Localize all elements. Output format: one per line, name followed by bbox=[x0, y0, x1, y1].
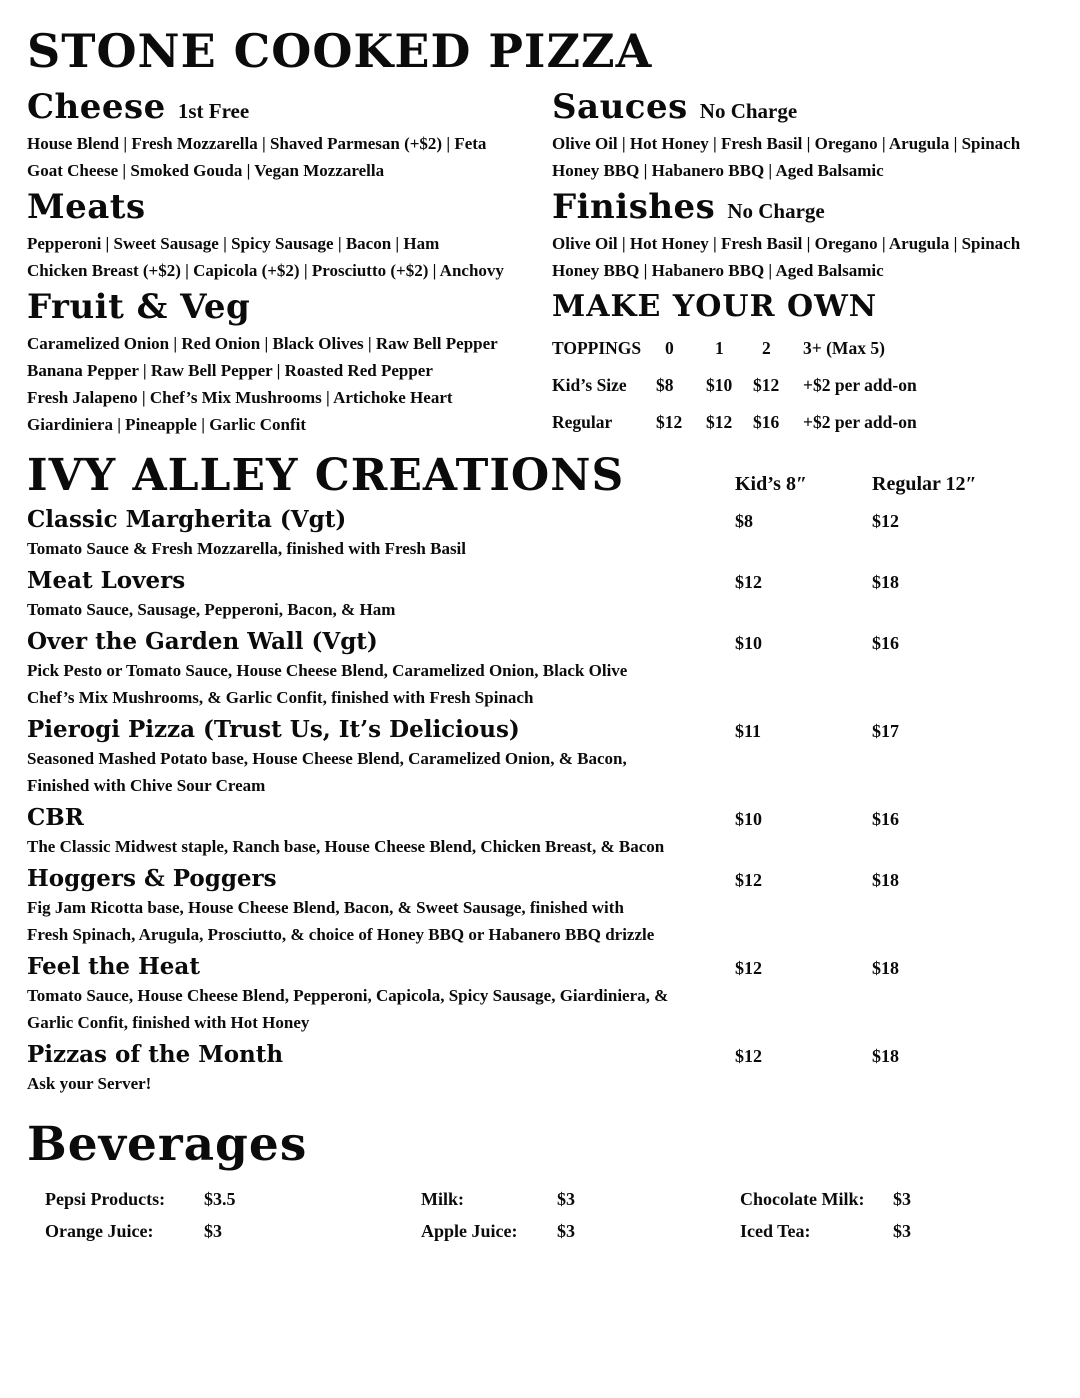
beverage-label: Pepsi Products: bbox=[45, 1189, 166, 1209]
section-heading: Fruit & Veg bbox=[27, 287, 251, 327]
creations-section bbox=[27, 451, 1060, 1097]
menu-item bbox=[27, 864, 1060, 948]
column-header-3plus: 3+ (Max 5) bbox=[803, 338, 885, 358]
item-description: Chef’s Mix Mushrooms, & Garlic Confit, finished with Fresh Spinach bbox=[27, 688, 534, 707]
menu-item bbox=[27, 505, 1060, 562]
item-description: Fresh Spinach, Arugula, Prosciutto, & choice of Honey BBQ or Habanero BBQ drizzle bbox=[27, 925, 655, 944]
price-kid: $10 bbox=[735, 633, 762, 653]
price-cell: $12 bbox=[656, 412, 683, 432]
beverage-price: $3.5 bbox=[204, 1189, 236, 1209]
item-description: Fig Jam Ricotta base, House Cheese Blend, Bacon, & Sweet Sausage, finished with bbox=[27, 898, 624, 917]
size-column-regular: Regular 12″ bbox=[872, 473, 977, 495]
row-label: Kid’s Size bbox=[552, 375, 627, 395]
menu-item bbox=[27, 803, 1060, 860]
section-heading: Meats bbox=[27, 187, 146, 227]
price-regular: $18 bbox=[872, 870, 899, 890]
price-kid: $12 bbox=[735, 1046, 762, 1066]
item-description: Ask your Server! bbox=[27, 1074, 152, 1093]
toppings-right-column bbox=[552, 84, 1060, 441]
item-name: Pierogi Pizza (Trust Us, It’s Delicious) bbox=[27, 716, 520, 743]
item-name-row bbox=[27, 627, 1060, 657]
make-your-own-row-kids bbox=[552, 367, 1060, 404]
price-regular: $18 bbox=[872, 958, 899, 978]
price-regular: $12 bbox=[872, 511, 899, 531]
beverage-price: $3 bbox=[893, 1221, 911, 1241]
section-meats bbox=[27, 184, 552, 284]
addon-cell: +$2 per add-on bbox=[803, 375, 917, 395]
item-name-row bbox=[27, 715, 1060, 745]
price-kid: $12 bbox=[735, 870, 762, 890]
beverage-price: $3 bbox=[204, 1221, 222, 1241]
section-line: Banana Pepper | Raw Bell Pepper | Roasted Red Pepper bbox=[27, 361, 433, 380]
item-name-row bbox=[27, 505, 1060, 535]
item-name: Pizzas of the Month bbox=[27, 1041, 284, 1068]
price-regular: $18 bbox=[872, 572, 899, 592]
item-description: Seasoned Mashed Potato base, House Cheese Blend, Caramelized Onion, & Bacon, bbox=[27, 749, 627, 768]
make-your-own-heading: MAKE YOUR OWN bbox=[552, 289, 878, 324]
beverage-label: Iced Tea: bbox=[740, 1221, 811, 1241]
item-name: CBR bbox=[27, 804, 84, 831]
section-line: Honey BBQ | Habanero BBQ | Aged Balsamic bbox=[552, 261, 884, 280]
section-line: Giardiniera | Pineapple | Garlic Confit bbox=[27, 415, 306, 434]
item-name: Over the Garden Wall (Vgt) bbox=[27, 628, 378, 655]
item-name: Classic Margherita (Vgt) bbox=[27, 506, 347, 533]
beverage-price: $3 bbox=[557, 1189, 575, 1209]
item-description: Tomato Sauce, House Cheese Blend, Pepperoni, Capicola, Spicy Sausage, Giardiniera, & bbox=[27, 986, 669, 1005]
price-regular: $18 bbox=[872, 1046, 899, 1066]
section-fruit-veg bbox=[27, 284, 552, 438]
price-cell: $12 bbox=[753, 375, 780, 395]
section-sauces bbox=[552, 84, 1060, 184]
price-cell: $16 bbox=[753, 412, 780, 432]
section-cheese bbox=[27, 84, 552, 184]
page-title: STONE COOKED PIZZA bbox=[27, 24, 653, 78]
price-regular: $17 bbox=[872, 721, 899, 741]
price-regular: $16 bbox=[872, 633, 899, 653]
beverages-heading: Beverages bbox=[27, 1117, 308, 1172]
section-line: Goat Cheese | Smoked Gouda | Vegan Mozzarella bbox=[27, 161, 385, 180]
section-line: Olive Oil | Hot Honey | Fresh Basil | Oregano | Arugula | Spinach bbox=[552, 234, 1021, 253]
menu-item bbox=[27, 952, 1060, 1036]
price-cell: $8 bbox=[656, 375, 674, 395]
column-header-toppings: TOPPINGS bbox=[552, 338, 642, 358]
section-line: House Blend | Fresh Mozzarella | Shaved Parmesan (+$2) | Feta bbox=[27, 134, 487, 153]
toppings-left-column bbox=[27, 84, 552, 441]
row-label: Regular bbox=[552, 412, 613, 432]
price-regular: $16 bbox=[872, 809, 899, 829]
beverages-section bbox=[27, 1119, 1060, 1247]
price-kid: $10 bbox=[735, 809, 762, 829]
price-cell: $10 bbox=[706, 375, 733, 395]
beverage-price: $3 bbox=[893, 1189, 911, 1209]
creations-header-row bbox=[27, 451, 1060, 501]
make-your-own-header-row bbox=[552, 330, 1060, 367]
section-line: Caramelized Onion | Red Onion | Black Olives | Raw Bell Pepper bbox=[27, 334, 498, 353]
item-description: Finished with Chive Sour Cream bbox=[27, 776, 266, 795]
column-header-1: 1 bbox=[715, 338, 724, 358]
item-name-row bbox=[27, 864, 1060, 894]
menu-item bbox=[27, 1040, 1060, 1097]
price-kid: $12 bbox=[735, 572, 762, 592]
creations-heading: IVY ALLEY CREATIONS bbox=[27, 450, 625, 501]
section-line: Honey BBQ | Habanero BBQ | Aged Balsamic bbox=[552, 161, 884, 180]
section-heading: Cheese bbox=[27, 87, 166, 127]
price-kid: $11 bbox=[735, 721, 762, 741]
item-name: Hoggers & Poggers bbox=[27, 865, 277, 892]
beverages-grid bbox=[27, 1183, 1060, 1247]
addon-cell: +$2 per add-on bbox=[803, 412, 917, 432]
beverage-label: Apple Juice: bbox=[421, 1221, 518, 1241]
item-description: The Classic Midwest staple, Ranch base, House Cheese Blend, Chicken Breast, & Bacon bbox=[27, 837, 665, 856]
toppings-area bbox=[27, 84, 1060, 441]
price-kid: $12 bbox=[735, 958, 762, 978]
section-heading-row bbox=[27, 284, 552, 330]
section-heading: Finishes bbox=[552, 187, 716, 227]
column-header-2: 2 bbox=[762, 338, 771, 358]
section-heading-row bbox=[27, 184, 552, 230]
item-description: Tomato Sauce & Fresh Mozzarella, finished with Fresh Basil bbox=[27, 539, 467, 558]
size-column-kid: Kid’s 8″ bbox=[735, 473, 807, 495]
make-your-own-row-regular bbox=[552, 404, 1060, 441]
item-name-row bbox=[27, 566, 1060, 596]
section-heading-row bbox=[552, 184, 1060, 230]
item-name: Feel the Heat bbox=[27, 953, 200, 980]
section-line: Fresh Jalapeno | Chef’s Mix Mushrooms | Artichoke Heart bbox=[27, 388, 453, 407]
section-make-your-own bbox=[552, 284, 1060, 441]
item-description: Tomato Sauce, Sausage, Pepperoni, Bacon, & Ham bbox=[27, 600, 396, 619]
section-heading-row bbox=[552, 84, 1060, 130]
beverage-label: Orange Juice: bbox=[45, 1221, 154, 1241]
price-kid: $8 bbox=[735, 511, 753, 531]
menu-item bbox=[27, 566, 1060, 623]
menu-item bbox=[27, 627, 1060, 711]
item-name-row bbox=[27, 952, 1060, 982]
section-finishes bbox=[552, 184, 1060, 284]
item-name-row bbox=[27, 803, 1060, 833]
section-heading-row bbox=[27, 84, 552, 130]
item-description: Garlic Confit, finished with Hot Honey bbox=[27, 1013, 310, 1032]
section-heading: Sauces bbox=[552, 87, 688, 127]
section-note: No Charge bbox=[699, 99, 798, 123]
section-line: Chicken Breast (+$2) | Capicola (+$2) | Prosciutto (+$2) | Anchovy bbox=[27, 261, 504, 280]
menu-item bbox=[27, 715, 1060, 799]
beverage-price: $3 bbox=[557, 1221, 575, 1241]
item-name: Meat Lovers bbox=[27, 567, 186, 594]
item-description: Pick Pesto or Tomato Sauce, House Cheese Blend, Caramelized Onion, Black Olive bbox=[27, 661, 628, 680]
section-line: Pepperoni | Sweet Sausage | Spicy Sausage | Bacon | Ham bbox=[27, 234, 440, 253]
section-note: 1st Free bbox=[177, 99, 250, 123]
section-note: No Charge bbox=[727, 199, 825, 223]
section-line: Olive Oil | Hot Honey | Fresh Basil | Oregano | Arugula | Spinach bbox=[552, 134, 1021, 153]
beverage-label: Milk: bbox=[421, 1189, 464, 1209]
price-cell: $12 bbox=[706, 412, 733, 432]
beverage-label: Chocolate Milk: bbox=[740, 1189, 865, 1209]
column-header-0: 0 bbox=[665, 338, 674, 358]
item-name-row bbox=[27, 1040, 1060, 1070]
